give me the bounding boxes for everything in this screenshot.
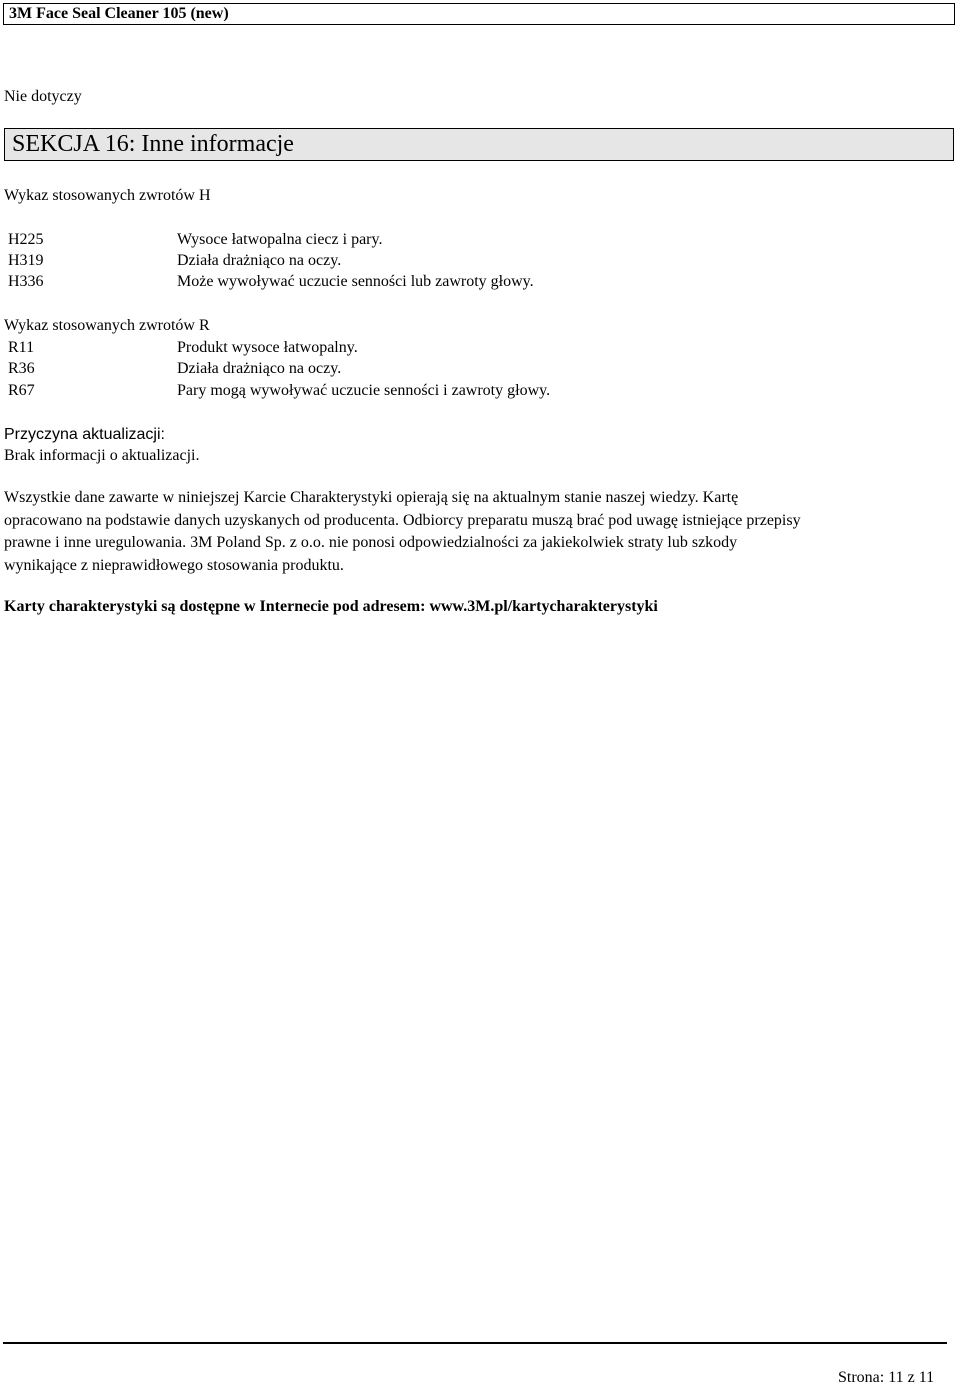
h-phrase-code: H336: [8, 273, 44, 290]
footer-divider: [3, 1342, 947, 1344]
r-phrases-heading: Wykaz stosowanych zwrotów R: [4, 317, 210, 334]
r-phrase-code: R36: [8, 360, 35, 377]
disclaimer-line: Wszystkie dane zawarte w niniejszej Karcie Charakterystyki opierają się na aktualnym stanie naszej wiedzy. Kartę: [4, 489, 739, 506]
product-title: 3M Face Seal Cleaner 105 (new): [9, 5, 229, 22]
intro-text: Nie dotyczy: [4, 88, 82, 105]
h-phrase-code: H225: [8, 231, 44, 248]
disclaimer-line: wynikające z nieprawidłowego stosowania produktu.: [4, 557, 344, 575]
section-title-box: [4, 128, 954, 161]
disclaimer-line: prawne i inne uregulowania. 3M Poland Sp. z o.o. nie ponosi odpowiedzialności za jakiekolwiek straty lub szkody: [4, 534, 738, 552]
document-header: [3, 3, 955, 25]
disclaimer-paragraph: [4, 487, 904, 578]
h-phrase-text: Działa drażniąco na oczy.: [177, 252, 342, 269]
r-phrase-text: Działa drażniąco na oczy.: [177, 360, 342, 377]
r-phrase-code: R11: [8, 339, 35, 356]
section-title: SEKCJA 16: Inne informacje: [12, 131, 294, 157]
h-phrases-heading: Wykaz stosowanych zwrotów H: [4, 187, 211, 204]
disclaimer-line: opracowano na podstawie danych uzyskanych od producenta. Odbiorcy preparatu muszą brać pod uwagę istniejące przepisy: [4, 511, 801, 529]
r-phrase-code: R67: [8, 382, 35, 399]
r-phrase-text: Pary mogą wywoływać uczucie senności i zawroty głowy.: [177, 382, 551, 399]
h-phrase-code: H319: [8, 252, 44, 269]
page-number: Strona: 11 z 11: [838, 1369, 935, 1386]
update-reason-heading: Przyczyna aktualizacji:: [4, 426, 165, 443]
availability-note: Karty charakterystyki są dostępne w Internecie pod adresem: www.3M.pl/kartycharakterystyki: [4, 598, 658, 615]
update-reason-text: Brak informacji o aktualizacji.: [4, 447, 200, 464]
h-phrase-text: Wysoce łatwopalna ciecz i pary.: [177, 231, 383, 248]
h-phrase-text: Może wywoływać uczucie senności lub zawroty głowy.: [177, 273, 534, 290]
r-phrase-text: Produkt wysoce łatwopalny.: [177, 339, 358, 356]
